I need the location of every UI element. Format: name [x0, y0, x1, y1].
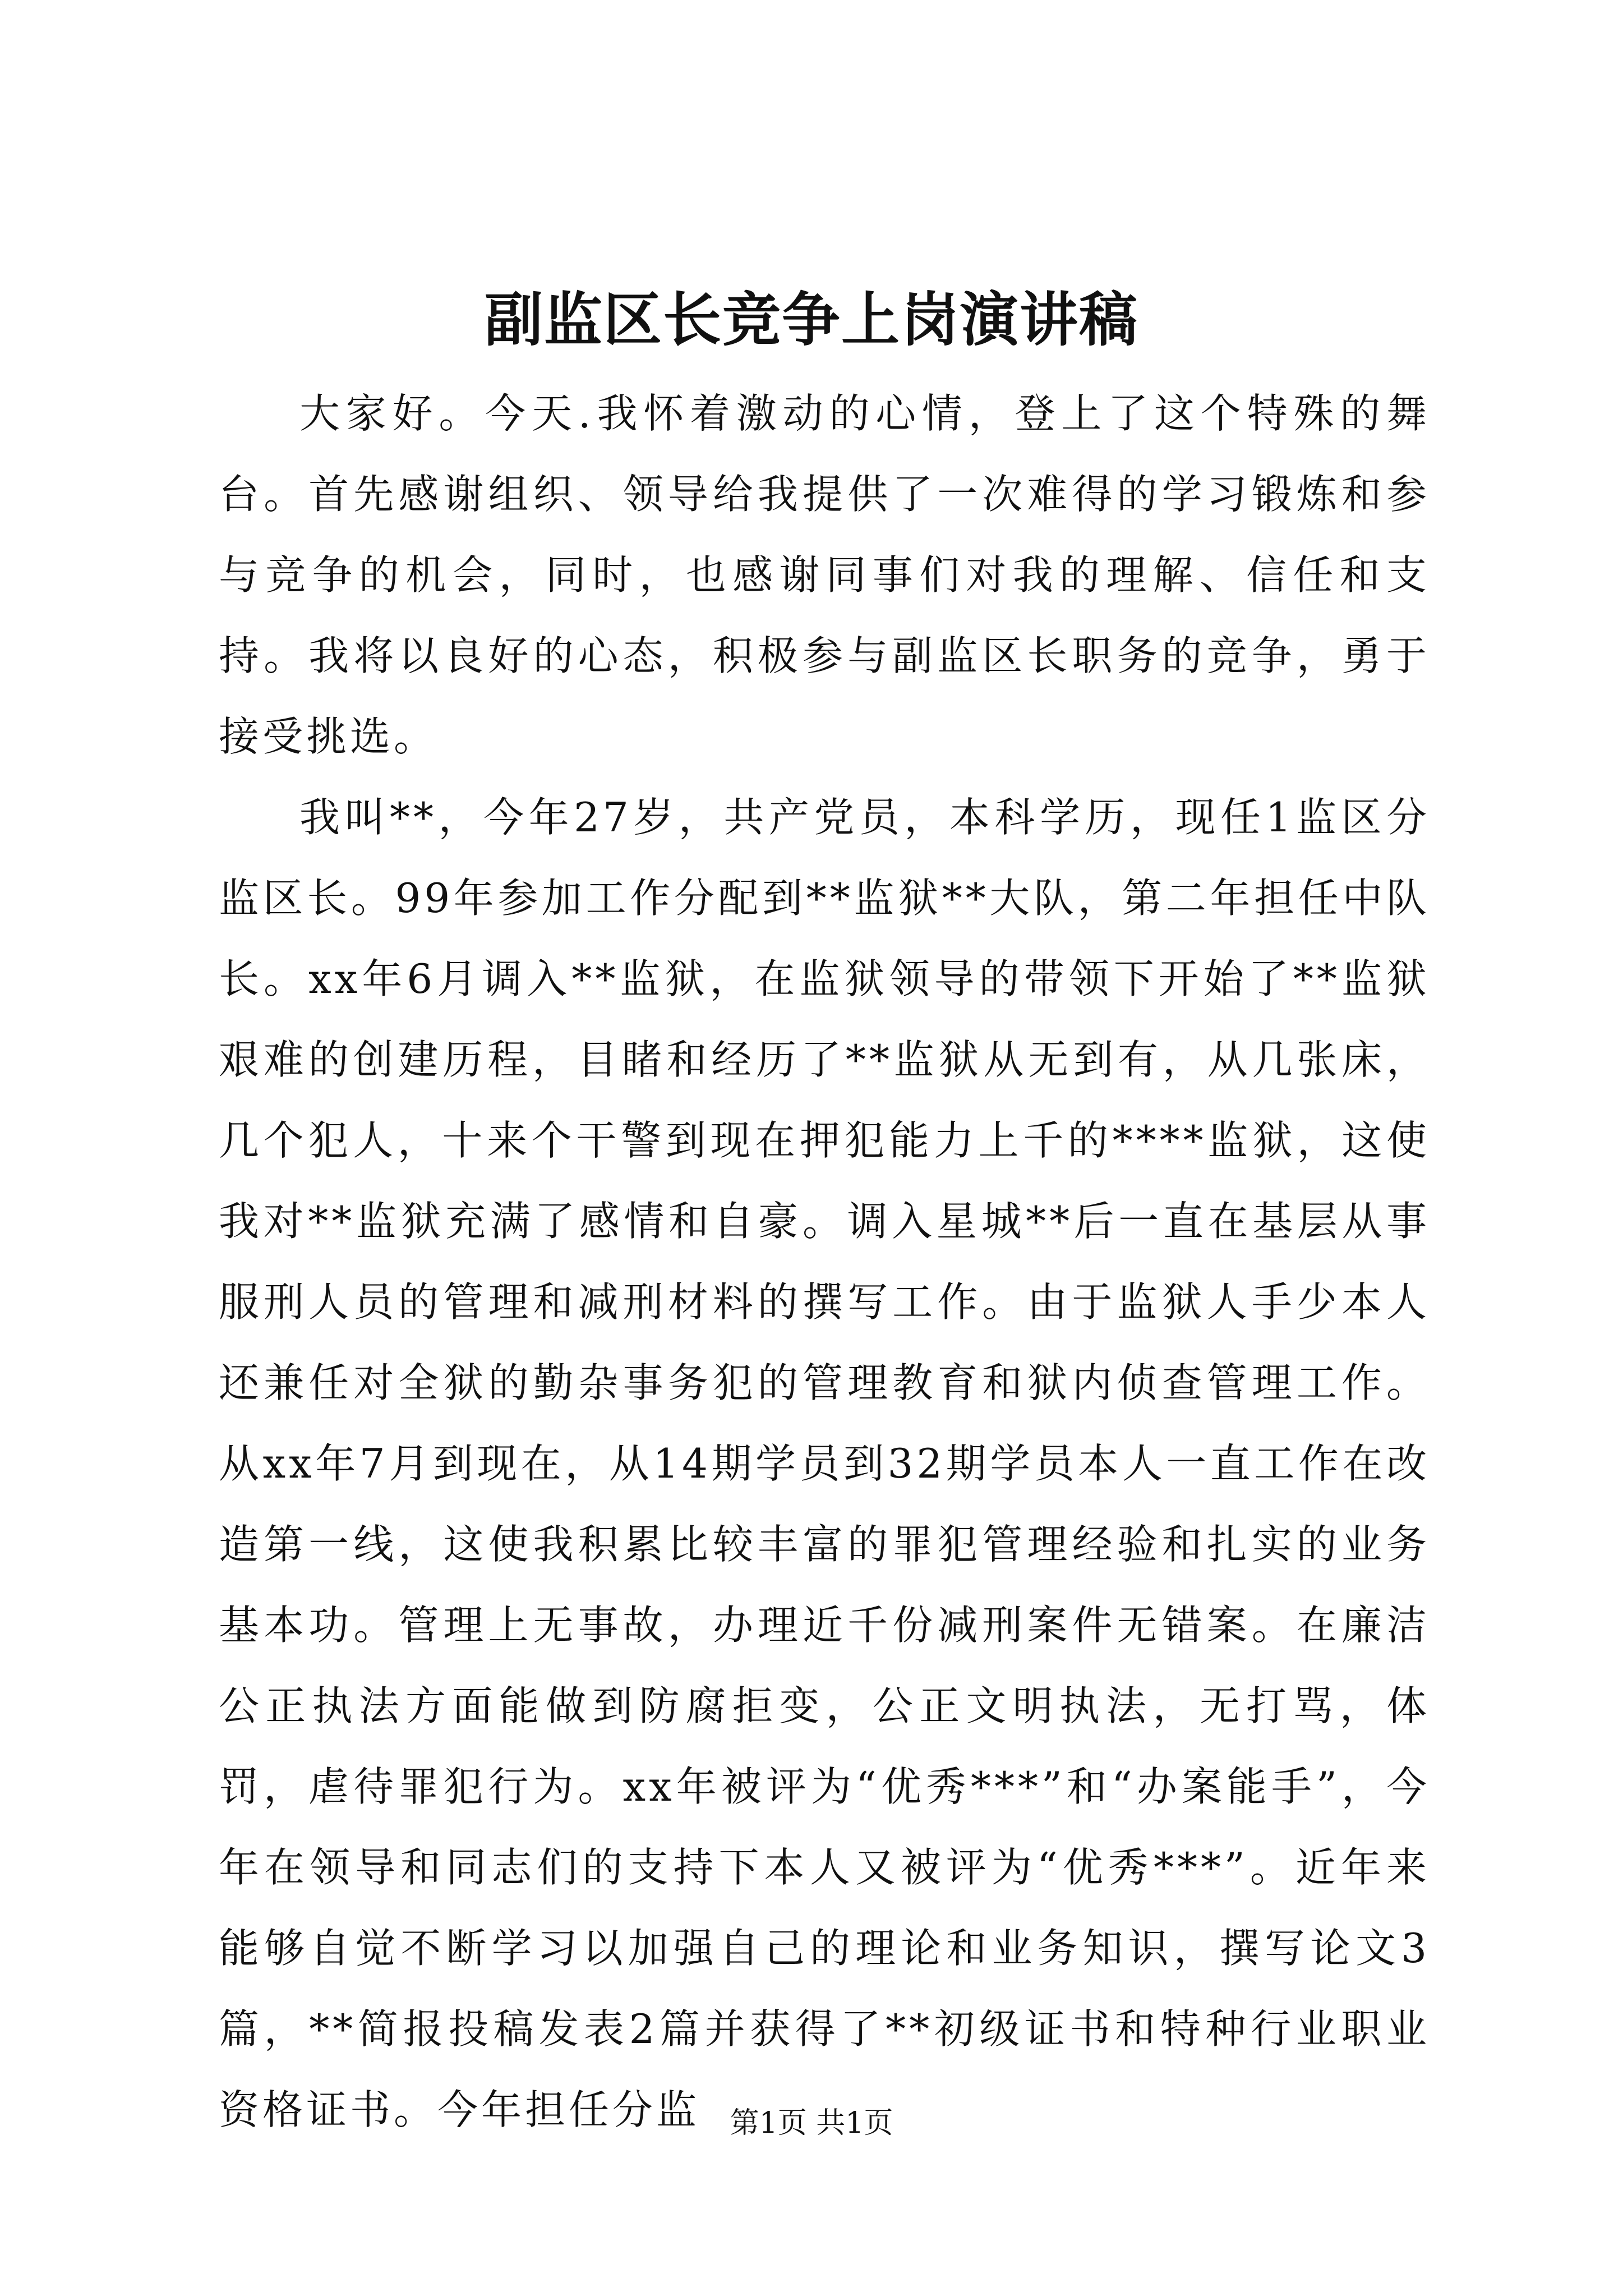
page-number: 第1页 共1页: [730, 2106, 893, 2140]
document-body: [219, 373, 1430, 2150]
paragraph-greeting: 大家好。今天.我怀着激动的心情，登上了这个特殊的舞台。首先感谢组织、领导给我提供了一次难得的学习锻炼和参与竞争的机会，同时，也感谢同事们对我的理解、信任和支持。我将以良好的心态，积极参与副监区长职务的竞争，勇于接受挑选。: [219, 390, 1430, 760]
paragraph-self-introduction: 我叫**，今年27岁，共产党员，本科学历，现任1监区分监区长。99年参加工作分配到**监狱**大队，第二年担任中队长。xx年6月调入**监狱，在监狱领导的带领下开始了**监狱艰难的创建历程，目睹和经历了**监狱从无到有，从几张床，几个犯人，十来个干警到现在押犯能力上千的****监狱，这使我对**监狱充满了感情和自豪。调入星城**后一直在基层从事服刑人员的管理和减刑材料的撰写工作。由于监狱人手少本人还兼任对全狱的勤杂事务犯的管理教育和狱内侦查管理工作。从xx年7月到现在，从14期学员到32期学员本人一直工作在改造第一线，这使我积累比较丰富的罪犯管理经验和扎实的业务基本功。管理上无事故，办理近千份减刑案件无错案。在廉洁公正执法方面能做到防腐拒变，公正文明执法，无打骂，体罚，虐待罪犯行为。xx年被评为“优秀***”和“办案能手”，今年在领导和同志们的支持下本人又被评为“优秀***”。近年来能够自觉不断学习以加强自己的理论和业务知识，撰写论文3篇，**简报投稿发表2篇并获得了**初级证书和特种行业职业资格证书。今年担任分监: [219, 794, 1430, 2133]
page-footer: [0, 2104, 1623, 2143]
document-title: 副监区长竞争上岗演讲稿: [484, 285, 1138, 354]
